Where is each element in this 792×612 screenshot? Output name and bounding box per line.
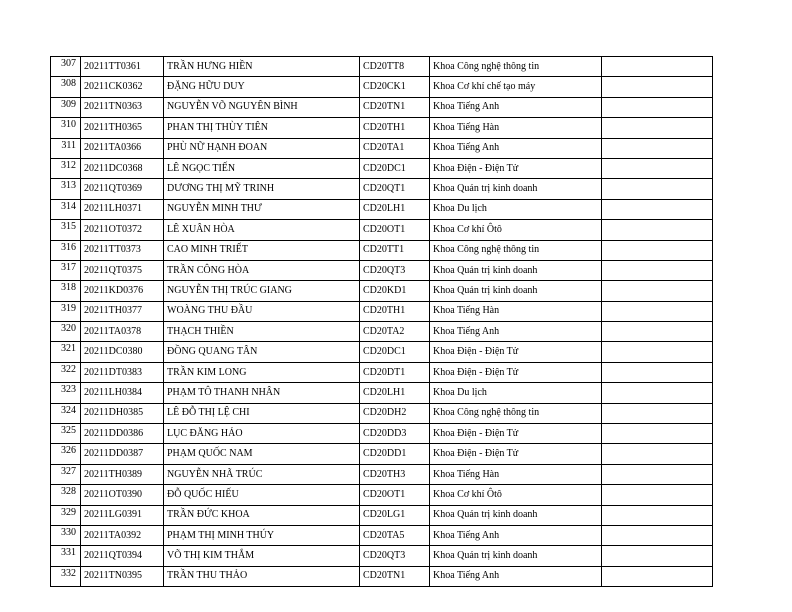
- faculty-cell: Khoa Cơ khí Ôtô: [430, 220, 602, 240]
- table-row: [51, 505, 713, 525]
- class-code-cell: CD20QT1: [360, 179, 430, 199]
- faculty-cell: Khoa Quản trị kinh doanh: [430, 260, 602, 280]
- note-cell: [602, 240, 713, 260]
- note-cell: [602, 138, 713, 158]
- row-number-cell: 318: [51, 281, 81, 301]
- faculty-cell: Khoa Điện - Điện Tử: [430, 424, 602, 444]
- table-row: [51, 403, 713, 423]
- student-id-cell: 20211DH0385: [81, 403, 164, 423]
- table-row: [51, 77, 713, 97]
- student-name-cell: VÕ THỊ KIM THẮM: [164, 546, 360, 566]
- faculty-cell: Khoa Điện - Điện Tử: [430, 158, 602, 178]
- row-number-cell: 323: [51, 383, 81, 403]
- student-name-cell: PHẠM QUỐC NAM: [164, 444, 360, 464]
- class-code-cell: CD20TA1: [360, 138, 430, 158]
- class-code-cell: CD20TN1: [360, 97, 430, 117]
- table-row: [51, 464, 713, 484]
- student-name-cell: TRẦN KIM LONG: [164, 362, 360, 382]
- row-number-cell: 314: [51, 199, 81, 219]
- student-name-cell: TRẦN ĐỨC KHOA: [164, 505, 360, 525]
- student-name-cell: LÊ NGỌC TIẾN: [164, 158, 360, 178]
- student-id-cell: 20211LH0371: [81, 199, 164, 219]
- faculty-cell: Khoa Công nghệ thông tin: [430, 57, 602, 77]
- faculty-cell: Khoa Tiếng Hàn: [430, 301, 602, 321]
- table-row: [51, 57, 713, 77]
- table-row: [51, 444, 713, 464]
- class-code-cell: CD20TT1: [360, 240, 430, 260]
- note-cell: [602, 362, 713, 382]
- student-id-cell: 20211OT0390: [81, 485, 164, 505]
- note-cell: [602, 505, 713, 525]
- student-name-cell: NGUYỄN VÕ NGUYÊN BÌNH: [164, 97, 360, 117]
- table-row: [51, 138, 713, 158]
- table-row: [51, 485, 713, 505]
- student-id-cell: 20211TH0377: [81, 301, 164, 321]
- student-name-cell: DƯƠNG THỊ MỸ TRINH: [164, 179, 360, 199]
- student-name-cell: TRẦN THU THẢO: [164, 566, 360, 586]
- table-row: [51, 301, 713, 321]
- class-code-cell: CD20LH1: [360, 383, 430, 403]
- student-id-cell: 20211TA0378: [81, 322, 164, 342]
- note-cell: [602, 546, 713, 566]
- row-number-cell: 309: [51, 97, 81, 117]
- note-cell: [602, 199, 713, 219]
- student-name-cell: PHẠM THỊ MINH THÚY: [164, 525, 360, 545]
- student-id-cell: 20211DD0386: [81, 424, 164, 444]
- student-id-cell: 20211QT0394: [81, 546, 164, 566]
- row-number-cell: 317: [51, 260, 81, 280]
- note-cell: [602, 464, 713, 484]
- class-code-cell: CD20DD1: [360, 444, 430, 464]
- table-row: [51, 566, 713, 586]
- student-id-cell: 20211TH0365: [81, 118, 164, 138]
- note-cell: [602, 485, 713, 505]
- row-number-cell: 320: [51, 322, 81, 342]
- note-cell: [602, 179, 713, 199]
- class-code-cell: CD20TH1: [360, 118, 430, 138]
- class-code-cell: CD20TA5: [360, 525, 430, 545]
- table-row: [51, 281, 713, 301]
- row-number-cell: 330: [51, 525, 81, 545]
- faculty-cell: Khoa Quản trị kinh doanh: [430, 179, 602, 199]
- faculty-cell: Khoa Quản trị kinh doanh: [430, 281, 602, 301]
- student-name-cell: NGUYỄN MINH THƯ: [164, 199, 360, 219]
- class-code-cell: CD20QT3: [360, 260, 430, 280]
- faculty-cell: Khoa Tiếng Anh: [430, 322, 602, 342]
- student-name-cell: LÊ ĐỖ THỊ LỆ CHI: [164, 403, 360, 423]
- row-number-cell: 312: [51, 158, 81, 178]
- row-number-cell: 307: [51, 57, 81, 77]
- student-name-cell: NGUYỄN NHÃ TRÚC: [164, 464, 360, 484]
- note-cell: [602, 342, 713, 362]
- class-code-cell: CD20KD1: [360, 281, 430, 301]
- note-cell: [602, 57, 713, 77]
- row-number-cell: 316: [51, 240, 81, 260]
- class-code-cell: CD20DT1: [360, 362, 430, 382]
- student-name-cell: CAO MINH TRIẾT: [164, 240, 360, 260]
- student-id-cell: 20211DD0387: [81, 444, 164, 464]
- faculty-cell: Khoa Tiếng Anh: [430, 97, 602, 117]
- student-id-cell: 20211TT0373: [81, 240, 164, 260]
- row-number-cell: 313: [51, 179, 81, 199]
- student-name-cell: NGUYỄN THỊ TRÚC GIANG: [164, 281, 360, 301]
- student-id-cell: 20211TH0389: [81, 464, 164, 484]
- student-name-cell: PHẠM TÔ THANH NHÂN: [164, 383, 360, 403]
- student-id-cell: 20211OT0372: [81, 220, 164, 240]
- table-row: [51, 220, 713, 240]
- table-row: [51, 546, 713, 566]
- class-code-cell: CD20TN1: [360, 566, 430, 586]
- note-cell: [602, 403, 713, 423]
- row-number-cell: 326: [51, 444, 81, 464]
- table-row: [51, 383, 713, 403]
- class-code-cell: CD20TA2: [360, 322, 430, 342]
- student-name-cell: TRẦN CÔNG HÒA: [164, 260, 360, 280]
- student-id-cell: 20211TT0361: [81, 57, 164, 77]
- student-name-cell: THẠCH THIỀN: [164, 322, 360, 342]
- note-cell: [602, 158, 713, 178]
- table-row: [51, 342, 713, 362]
- row-number-cell: 315: [51, 220, 81, 240]
- note-cell: [602, 322, 713, 342]
- table-row: [51, 362, 713, 382]
- table-row: [51, 199, 713, 219]
- class-code-cell: CD20TH3: [360, 464, 430, 484]
- class-code-cell: CD20TH1: [360, 301, 430, 321]
- note-cell: [602, 260, 713, 280]
- note-cell: [602, 383, 713, 403]
- class-code-cell: CD20LH1: [360, 199, 430, 219]
- student-id-cell: 20211QT0369: [81, 179, 164, 199]
- student-id-cell: 20211DC0380: [81, 342, 164, 362]
- class-code-cell: CD20DH2: [360, 403, 430, 423]
- table-row: [51, 179, 713, 199]
- faculty-cell: Khoa Cơ khí Ôtô: [430, 485, 602, 505]
- student-id-cell: 20211KD0376: [81, 281, 164, 301]
- row-number-cell: 311: [51, 138, 81, 158]
- row-number-cell: 321: [51, 342, 81, 362]
- table-row: [51, 525, 713, 545]
- table-row: [51, 240, 713, 260]
- class-code-cell: CD20OT1: [360, 220, 430, 240]
- row-number-cell: 331: [51, 546, 81, 566]
- student-name-cell: ĐẶNG HỮU DUY: [164, 77, 360, 97]
- row-number-cell: 332: [51, 566, 81, 586]
- row-number-cell: 328: [51, 485, 81, 505]
- note-cell: [602, 566, 713, 586]
- table-row: [51, 424, 713, 444]
- faculty-cell: Khoa Tiếng Hàn: [430, 464, 602, 484]
- class-code-cell: CD20QT3: [360, 546, 430, 566]
- row-number-cell: 325: [51, 424, 81, 444]
- faculty-cell: Khoa Công nghệ thông tin: [430, 240, 602, 260]
- faculty-cell: Khoa Quản trị kinh doanh: [430, 546, 602, 566]
- row-number-cell: 308: [51, 77, 81, 97]
- class-code-cell: CD20DD3: [360, 424, 430, 444]
- faculty-cell: Khoa Quản trị kinh doanh: [430, 505, 602, 525]
- student-id-cell: 20211DT0383: [81, 362, 164, 382]
- faculty-cell: Khoa Tiếng Hàn: [430, 118, 602, 138]
- student-name-cell: ĐỒNG QUANG TÂN: [164, 342, 360, 362]
- student-id-cell: 20211LG0391: [81, 505, 164, 525]
- row-number-cell: 329: [51, 505, 81, 525]
- faculty-cell: Khoa Điện - Điện Tử: [430, 342, 602, 362]
- class-code-cell: CD20DC1: [360, 158, 430, 178]
- faculty-cell: Khoa Du lịch: [430, 199, 602, 219]
- faculty-cell: Khoa Tiếng Anh: [430, 525, 602, 545]
- note-cell: [602, 77, 713, 97]
- note-cell: [602, 281, 713, 301]
- student-list-table: [50, 56, 713, 587]
- student-id-cell: 20211TN0395: [81, 566, 164, 586]
- student-id-cell: 20211QT0375: [81, 260, 164, 280]
- class-code-cell: CD20CK1: [360, 77, 430, 97]
- class-code-cell: CD20OT1: [360, 485, 430, 505]
- row-number-cell: 327: [51, 464, 81, 484]
- faculty-cell: Khoa Điện - Điện Tử: [430, 444, 602, 464]
- student-id-cell: 20211TA0392: [81, 525, 164, 545]
- faculty-cell: Khoa Điện - Điện Tử: [430, 362, 602, 382]
- student-name-cell: PHAN THỊ THÙY TIÊN: [164, 118, 360, 138]
- student-id-cell: 20211CK0362: [81, 77, 164, 97]
- faculty-cell: Khoa Tiếng Anh: [430, 138, 602, 158]
- student-id-cell: 20211LH0384: [81, 383, 164, 403]
- row-number-cell: 324: [51, 403, 81, 423]
- faculty-cell: Khoa Công nghệ thông tin: [430, 403, 602, 423]
- student-name-cell: LỤC ĐĂNG HẢO: [164, 424, 360, 444]
- student-id-cell: 20211TN0363: [81, 97, 164, 117]
- table-row: [51, 118, 713, 138]
- faculty-cell: Khoa Cơ khí chế tạo máy: [430, 77, 602, 97]
- student-name-cell: ĐỖ QUỐC HIẾU: [164, 485, 360, 505]
- note-cell: [602, 424, 713, 444]
- faculty-cell: Khoa Du lịch: [430, 383, 602, 403]
- table-row: [51, 97, 713, 117]
- student-list-body: [51, 57, 713, 587]
- student-name-cell: TRẦN HƯNG HIỀN: [164, 57, 360, 77]
- student-id-cell: 20211TA0366: [81, 138, 164, 158]
- note-cell: [602, 301, 713, 321]
- faculty-cell: Khoa Tiếng Anh: [430, 566, 602, 586]
- table-row: [51, 322, 713, 342]
- student-name-cell: LÊ XUÂN HÒA: [164, 220, 360, 240]
- student-id-cell: 20211DC0368: [81, 158, 164, 178]
- row-number-cell: 319: [51, 301, 81, 321]
- class-code-cell: CD20DC1: [360, 342, 430, 362]
- class-code-cell: CD20LG1: [360, 505, 430, 525]
- note-cell: [602, 97, 713, 117]
- table-row: [51, 260, 713, 280]
- row-number-cell: 310: [51, 118, 81, 138]
- student-name-cell: WOÀNG THU ĐẦU: [164, 301, 360, 321]
- note-cell: [602, 525, 713, 545]
- table-row: [51, 158, 713, 178]
- note-cell: [602, 220, 713, 240]
- student-name-cell: PHÙ NỮ HẠNH ĐOAN: [164, 138, 360, 158]
- class-code-cell: CD20TT8: [360, 57, 430, 77]
- note-cell: [602, 118, 713, 138]
- note-cell: [602, 444, 713, 464]
- row-number-cell: 322: [51, 362, 81, 382]
